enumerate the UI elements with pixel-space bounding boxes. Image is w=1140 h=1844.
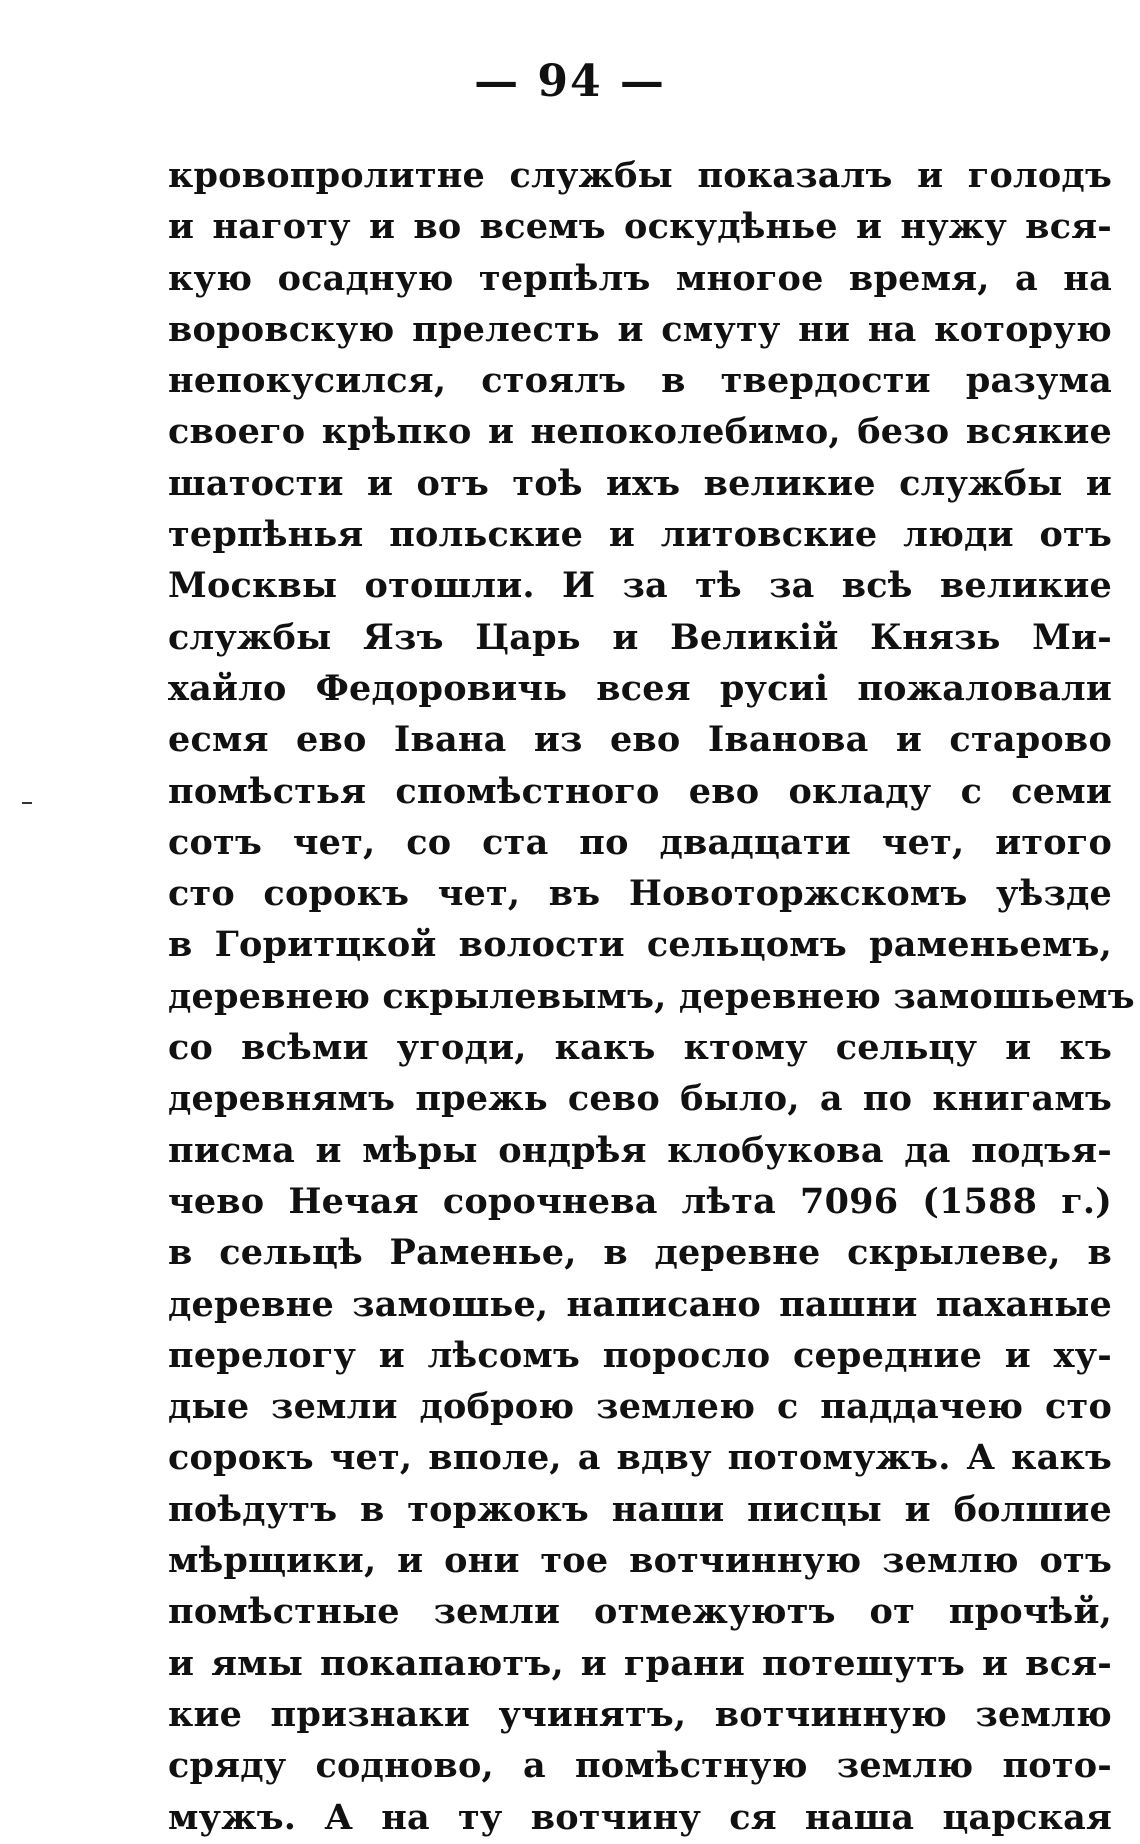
text-line: деревнею скрылевымъ, деревнею замошьемъ — [168, 975, 1135, 1017]
text-line: непокусился, стоялъ в твердости разума — [168, 360, 1112, 402]
text-line: сорокъ чет, вполе, а вдву потомужъ. А какъ — [168, 1437, 1112, 1479]
text-line: Москвы отошли. И за тѣ за всѣ великие — [168, 565, 1112, 607]
text-line: деревне замошье, написано пашни паханые — [168, 1283, 1112, 1325]
text-line: деревнямъ прежь сево было, а по книгамъ — [168, 1078, 1112, 1120]
text-line: поѣдутъ в торжокъ наши писцы и болшие — [168, 1488, 1112, 1530]
text-line: перелогу и лѣсомъ поросло середние и ху- — [168, 1334, 1112, 1376]
text-line: сто сорокъ чет, въ Новоторжскомъ уѣзде — [168, 873, 1112, 915]
text-line: своего крѣпко и непоколебимо, безо всякие — [168, 411, 1112, 453]
text-line: чево Нечая сорочнева лѣта 7096 (1588 г.) — [168, 1180, 1112, 1222]
text-line: писма и мѣры ондрѣя клобукова да подъя- — [168, 1129, 1112, 1171]
page-number: — 94 — — [474, 56, 666, 107]
text-line: кие признаки учинятъ, вотчинную землю — [168, 1693, 1112, 1735]
text-line: воровскую прелесть и смуту ни на которую — [168, 308, 1112, 350]
text-line: хайло Федоровичь всея русиі пожаловали — [168, 667, 1112, 709]
margin-mark — [22, 802, 32, 804]
text-line: мужъ. А на ту вотчину ся наша царская — [168, 1796, 1112, 1838]
text-line: терпѣнья польские и литовские люди отъ — [168, 514, 1112, 556]
text-line: сотъ чет, со ста по двадцати чет, итого — [168, 821, 1112, 863]
text-line: помѣстья спомѣстного ево окладу с семи — [168, 770, 1112, 812]
text-line: со всѣми угоди, какъ ктому сельцу и къ — [168, 1027, 1112, 1069]
text-line: кую осадную терпѣлъ многое время, а на — [168, 257, 1112, 299]
text-line: сряду содново, а помѣстную землю пото- — [168, 1745, 1112, 1787]
text-line: кровопролитне службы показалъ и голодъ — [168, 155, 1112, 196]
text-line: и наготу и во всемъ оскудѣнье и нужу вся- — [168, 206, 1112, 248]
text-line: шатости и отъ тоѣ ихъ великие службы и — [168, 462, 1112, 504]
text-line: дые земли доброю землею с паддачею сто — [168, 1386, 1112, 1428]
text-line: службы Язъ Царь и Великій Князь Ми- — [168, 616, 1112, 658]
text-line: в сельцѣ Раменье, в деревне скрылеве, в — [168, 1232, 1112, 1274]
text-line: помѣстные земли отмежуютъ от прочѣй, — [168, 1591, 1112, 1633]
text-line: и ямы покапаютъ, и грани потешутъ и вся- — [168, 1642, 1112, 1684]
text-line: мѣрщики, и они тое вотчинную землю отъ — [168, 1540, 1112, 1582]
text-line: в Горитцкой волости сельцомъ раменьемъ, — [168, 924, 1112, 966]
text-line: есмя ево Івана из ево Іванова и старово — [168, 719, 1112, 761]
body-text — [168, 150, 1135, 1843]
